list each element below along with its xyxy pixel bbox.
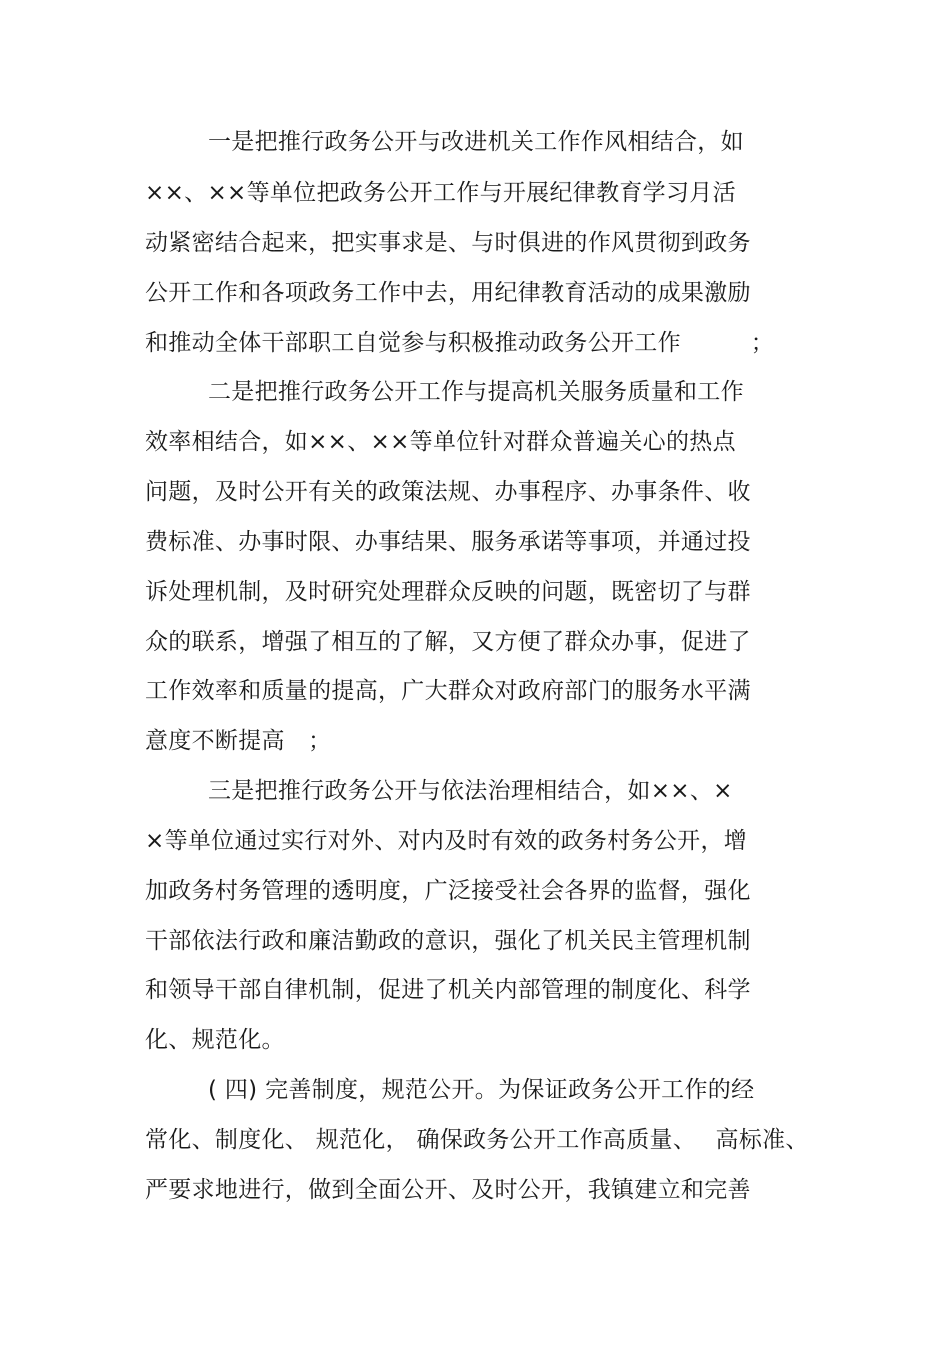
paragraph-4-line-3: 严要求地进行，做到全面公开、及时公开，我镇建立和完善	[145, 1177, 751, 1203]
paragraph-2-line-5: 诉处理机制，及时研究处理群众反映的问题，既密切了与群	[145, 579, 751, 605]
paragraph-2-line-1: 二是把推行政务公开工作与提高机关服务质量和工作	[208, 379, 744, 405]
paragraph-1-line-5: 和推动全体干部职工自觉参与积极推动政务公开工作 ；	[145, 330, 775, 356]
paragraph-3-line-4: 干部依法行政和廉洁勤政的意识，强化了机关民主管理机制	[145, 928, 751, 954]
paragraph-3-line-3: 加政务村务管理的透明度，广泛接受社会各界的监督，强化	[145, 878, 751, 904]
paragraph-1-line-3: 动紧密结合起来，把实事求是、与时俱进的作风贯彻到政务	[145, 230, 751, 256]
paragraph-2-line-7: 工作效率和质量的提高，广大群众对政府部门的服务水平满	[145, 678, 751, 704]
paragraph-2-line-4: 费标准、办事时限、办事结果、服务承诺等事项，并通过投	[145, 529, 751, 555]
paragraph-3-line-2: ×等单位通过实行对外、对内及时有效的政务村务公开，增	[145, 828, 748, 854]
paragraph-3-line-6: 化、规范化。	[145, 1027, 285, 1053]
paragraph-1-line-4: 公开工作和各项政务工作中去，用纪律教育活动的成果激励	[145, 280, 751, 306]
paragraph-3-line-5: 和领导干部自律机制，促进了机关内部管理的制度化、科学	[145, 977, 751, 1003]
paragraph-3-line-1: 三是把推行政务公开与依法治理相结合，如××、×	[208, 778, 733, 804]
paragraph-2-line-2: 效率相结合，如××、××等单位针对群众普遍关心的热点	[145, 429, 736, 455]
paragraph-2-line-6: 众的联系，增强了相互的了解，又方便了群众办事，促进了	[145, 629, 751, 655]
paragraph-4-line-1: ( 四) 完善制度，规范公开。为保证政务公开工作的经	[208, 1077, 755, 1103]
paragraph-1-line-1: 一是把推行政务公开与改进机关工作作风相结合，如	[208, 129, 744, 155]
paragraph-2-line-8: 意度不断提高 ；	[145, 728, 332, 754]
paragraph-4-line-2: 常化、制度化、 规范化， 确保政务公开工作高质量、 高标准、	[145, 1127, 809, 1153]
paragraph-2-line-3: 问题，及时公开有关的政策法规、办事程序、办事条件、收	[145, 479, 751, 505]
paragraph-1-line-2: ××、××等单位把政务公开工作与开展纪律教育学习月活	[145, 180, 736, 206]
